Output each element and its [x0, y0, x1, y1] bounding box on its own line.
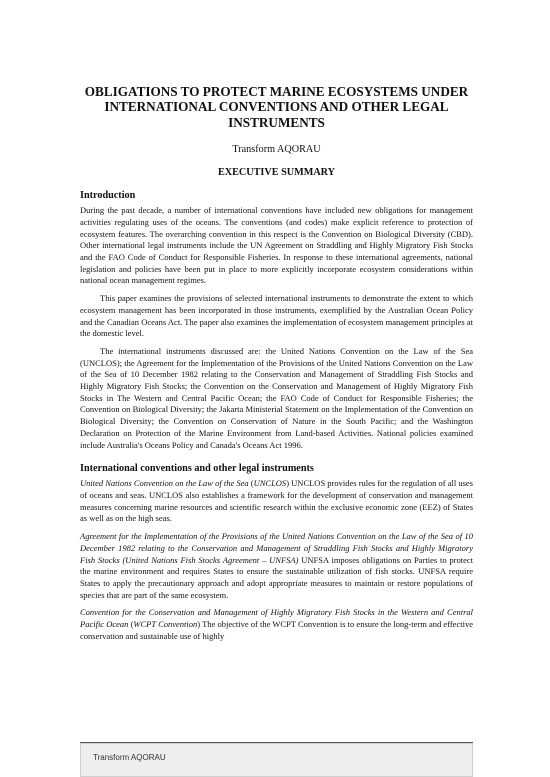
wcpt-abbr-open: ( [128, 619, 134, 630]
unclos-text: UNCLOS provides rules for the regulation of all uses of oceans and seas. UNCLOS also establishes a framework for the development of conservation and management measures concerning marine resources and scientific research within the exclusive economic zone (EEZ) of States as well as on the high seas. [80, 478, 473, 524]
unclos-abbr-open: ( [248, 478, 254, 489]
intro-paragraph-3: The international instruments discussed are: the United Nations Convention on the Law of the Sea (UNCLOS); the Agreement for the Implementation of the Provisions of the United Nations Convention on the Law of the Sea of 10 December 1982 relating to the Conservation and Management of Straddling Fish Stocks and Highly Migratory Fish Stocks; the Convention on the Conservation and Management of Highly Migratory Fish Stocks in The Western and Central Pacific Ocean; the FAO Code of Conduct for Responsible Fisheries; the Convention on Biological Diversity; the Jakarta Ministerial Statement on the Implementation of the Convention on Biological Diversity; the Convention on Conservation of Nature in the South Pacific; and the Washington Declaration on Protection of the Marine Environment from Land-based Activities. National policies examined include Australia's Oceans Policy and Canada's Oceans Act 1996. [80, 345, 473, 450]
introduction-heading: Introduction [80, 190, 136, 202]
unfsa-title: Agreement for the Implementation of the Provisions of the United Nations Convention on the Law of the Sea of 10 December 1982 relating to the Conservation and Management of Straddling Fish Stocks and Highly Migratory Fish Stocks (United Nations Fish Stocks Agreement – UNFSA) [80, 531, 473, 565]
unfsa-paragraph [80, 531, 473, 601]
executive-summary-heading: EXECUTIVE SUMMARY [217, 167, 336, 179]
wcpt-text: The objective of the WCPT Convention is to ensure the long-term and effective conservation and sustainable use of highly [80, 619, 473, 641]
unclos-abbr-close: ) [286, 478, 290, 489]
title-line-1: OBLIGATIONS TO PROTECT MARINE ECOSYSTEMS UNDER [84, 84, 469, 99]
unclos-title: United Nations Convention on the Law of the Sea [80, 478, 249, 489]
footer-author: Transform AQORAU [93, 753, 166, 762]
title-line-3: INSTRUMENTS [228, 114, 325, 130]
title-line-2: INTERNATIONAL CONVENTIONS AND OTHER LEGAL [104, 99, 449, 115]
wcpt-abbr-close: ) [197, 619, 201, 630]
international-conventions-heading: International conventions and other legal instruments [80, 463, 314, 475]
document-title [80, 84, 473, 130]
wcpt-abbr: WCPT Convention [133, 619, 198, 630]
unclos-paragraph [80, 478, 473, 525]
document-page [80, 84, 473, 648]
author-name: Transform AQORAU [232, 144, 321, 156]
wcpt-paragraph [80, 607, 473, 642]
intro-paragraph-2: This paper examines the provisions of selected international instruments to demonstrate the extent to which ecosystem management has been incorporated in those instruments, exemplified by the Australian Ocean Policy and the Canadian Oceans Act. The paper also examines the implementation of ecosystem management principles at the domestic level. [80, 293, 473, 339]
page-footer [80, 743, 473, 777]
unclos-abbr: UNCLOS [253, 478, 287, 489]
wcpt-title: Convention for the Conservation and Management of Highly Migratory Fish Stocks in the Western and Central Pacific Ocean [80, 607, 473, 630]
unfsa-text: UNFSA imposes obligations on Parties to protect the marine environment and requires States to ensure the sustainable utilization of fish stocks. UNFSA require States to apply the precautionary approach and adopt appropriate measures to maintain or restore populations of species that are part of the same ecosystem. [80, 554, 473, 600]
intro-paragraph-1: During the past decade, a number of international conventions have included new obligations for management activities regulating uses of the oceans. The conventions (and codes) make explicit reference to protection of ecosystem features. The overarching convention in this respect is the Convention on Biological Diversity (CBD). Other international legal instruments include the UN Agreement on Straddling and Highly Migratory Fish Stocks and the FAO Code of Conduct for Responsible Fisheries. In response to these international agreements, national legislation and policies have been put in place to more explicitly incorporate ecosystem considerations within national ocean management regimes. [80, 205, 473, 286]
